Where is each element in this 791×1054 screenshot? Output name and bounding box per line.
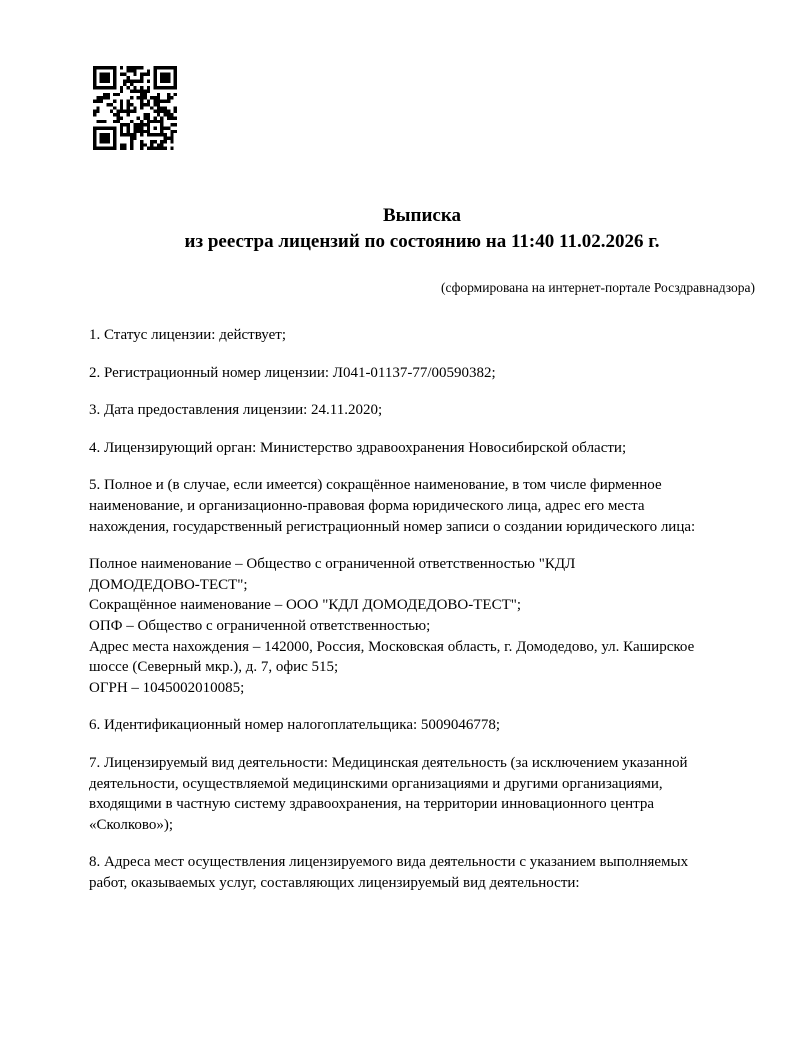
text-line: 7. Лицензируемый вид деятельности: Медицинская деятельность (за исключением указанной [89, 754, 688, 771]
text-line: ДОМОДЕДОВО-ТЕСТ"; [89, 576, 248, 593]
document-body [89, 325, 755, 893]
paragraph-grant-date [89, 400, 755, 421]
text-line: 1. Статус лицензии: действует; [89, 327, 286, 343]
text-line: Полное наименование – Общество с ограниченной ответственностью "КДЛ [89, 556, 576, 573]
title-line-1: Выписка [383, 205, 461, 226]
paragraph-license-status [89, 325, 755, 346]
paragraph-taxpayer-number [89, 715, 755, 736]
paragraph-addresses-intro [89, 852, 755, 893]
text-line: 4. Лицензирующий орган: Министерство здравоохранения Новосибирской области; [89, 439, 627, 456]
paragraph-organization-details [89, 554, 755, 698]
qr-code-icon [93, 66, 177, 150]
text-line: 3. Дата предоставления лицензии: 24.11.2020; [89, 402, 383, 419]
text-line: 8. Адреса мест осуществления лицензируемого вида деятельности с указанием выполняемых [89, 854, 689, 871]
text-line: входящими в частную систему здравоохранения, на территории инновационного центра [89, 796, 655, 813]
paragraph-registration-number [89, 363, 755, 384]
text-line: Сокращённое наименование – ООО "КДЛ ДОМОДЕДОВО-ТЕСТ"; [89, 597, 522, 614]
text-line: ОПФ – Общество с ограниченной ответственностью; [89, 617, 431, 634]
paragraph-licensed-activity [89, 753, 755, 835]
document-title [89, 203, 755, 255]
title-line-2: из реестра лицензий по состоянию на 11:40 11.02.2026 г. [184, 231, 660, 252]
paragraph-name-intro [89, 475, 755, 537]
document-content [89, 203, 755, 893]
text-line: работ, оказываемых услуг, составляющих лицензируемый вид деятельности: [89, 874, 580, 891]
text-line: деятельности, осуществляемой медицинскими организациями и другими организациями, [89, 775, 663, 792]
text-line: «Сколково»); [89, 816, 173, 833]
text-line: 2. Регистрационный номер лицензии: Л041-01137-77/00590382; [89, 364, 496, 381]
paragraph-licensing-authority [89, 438, 755, 459]
text-line: 5. Полное и (в случае, если имеется) сокращённое наименование, в том числе фирменное [89, 477, 662, 494]
text-line: 6. Идентификационный номер налогоплательщика: 5009046778; [89, 717, 501, 734]
text-line: наименование, и организационно-правовая форма юридического лица, адрес его места [89, 497, 645, 514]
text-line: шоссе (Северный мкр.), д. 7, офис 515; [89, 659, 339, 676]
generation-note: (сформирована на интернет-портале Росздравнадзора) [440, 280, 755, 295]
text-line: ОГРН – 1045002010085; [89, 679, 245, 696]
text-line: Адрес места нахождения – 142000, Россия, Московская область, г. Домодедово, ул. Каширское [89, 638, 695, 655]
text-line: нахождения, государственный регистрационный номер записи о создании юридического лица: [89, 518, 696, 535]
